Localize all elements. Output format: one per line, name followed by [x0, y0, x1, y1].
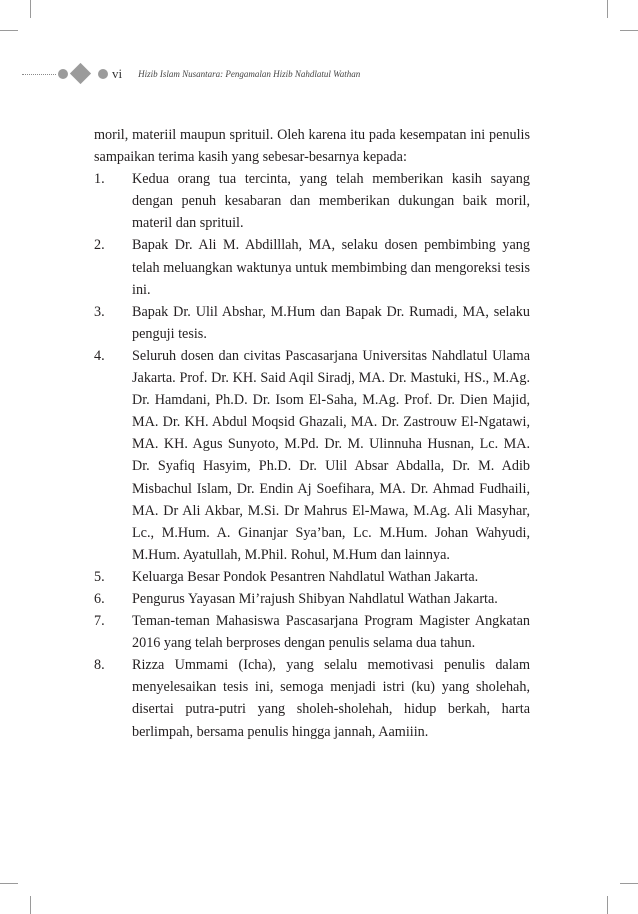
crop-mark-top-left [30, 0, 31, 18]
page-body [94, 124, 530, 743]
list-item-text: Pengurus Yayasan Mi’rajush Shibyan Nahdlatul Wathan Jakarta. [132, 590, 498, 607]
crop-mark-top-right [607, 0, 608, 18]
list-item-text: Bapak Dr. Ali M. Abdilllah, MA, selaku dosen pembimbing yang telah meluangkan waktunya untuk membimbing dan mengoreksi tesis ini. [132, 237, 530, 298]
list-item [94, 588, 530, 610]
list-item [94, 610, 530, 654]
list-item [94, 301, 530, 345]
crop-mark-bottom-right [607, 896, 608, 914]
list-item-text: Rizza Ummami (Icha), yang selalu memotivasi penulis dalam menyelesaikan tesis ini, semoga menjadi istri (ku) yang sholehah, disertai putra-putri yang sholeh-sholehah, hidup berkah, harta berlimpah, bersama penulis hingga jannah, Aamiiin. [132, 657, 530, 740]
list-item-text: Kedua orang tua tercinta, yang telah memberikan kasih sayang dengan penuh kesabaran dan memberikan dukungan baik moril, materil dan sprituil. [132, 171, 530, 232]
acknowledgement-list [94, 168, 530, 742]
crop-mark-bottom-left-h [0, 883, 18, 884]
list-item [94, 345, 530, 566]
list-item-text: Seluruh dosen dan civitas Pascasarjana Universitas Nahdlatul Ulama Jakarta. Prof. Dr. KH. Said Aqil Siradj, MA. Dr. Mastuki, HS., M.Ag. Dr. Hamdani, Ph.D. Dr. Isom El-Saha, M.Ag. Prof. Dr. Dien Majid, MA. Dr. KH. Abdul Moqsid Ghazali, MA. Dr. Zastrouw El-Ngatawi, MA. KH. Agus Sunyoto, M.Pd. Dr. M. Ulinnuha Husnan, Lc. MA. Dr. Syafiq Hasyim, Ph.D. Dr. Ulil Absar Abdalla, Dr. M. Adib Misbachul Islam, Dr. Endin Aj Soefihara, MA. Dr. Ahmad Fudhaili, MA. Dr Ali Akbar, M.Si. Dr Mahrus El-Mawa, M.Ag. Ali Masyhar, Lc., M.Hum. A. Ginanjar Sya’ban, Lc. M.Hum. Johan Wahyudi, M.Hum. Ayatullah, M.Phil. Rohul, M.Hum dan lainnya. [132, 347, 530, 563]
running-title: Hizib Islam Nusantara: Pengamalan Hizib Nahdlatul Wathan [138, 69, 361, 79]
list-item-number: 7. [94, 613, 105, 630]
list-item-number: 5. [94, 568, 105, 585]
list-item-text: Bapak Dr. Ulil Abshar, M.Hum dan Bapak Dr. Rumadi, MA, selaku penguji tesis. [132, 303, 530, 342]
page-number: vi [112, 66, 123, 81]
list-item-number: 6. [94, 590, 105, 607]
list-item-text: Teman-teman Mahasiswa Pascasarjana Program Magister Angkatan 2016 yang telah berproses dengan penulis selama dua tahun. [132, 613, 530, 652]
list-item [94, 566, 530, 588]
list-item [94, 654, 530, 742]
crop-mark-bottom-left [30, 896, 31, 914]
header-dotted-rule [22, 74, 56, 75]
list-item-text: Keluarga Besar Pondok Pesantren Nahdlatul Wathan Jakarta. [132, 568, 479, 585]
list-item-number: 8. [94, 657, 105, 674]
list-item-number: 1. [94, 171, 105, 188]
list-item-number: 4. [94, 347, 105, 364]
crop-mark-top-right-h [620, 30, 638, 31]
list-item-number: 2. [94, 237, 105, 254]
page-header [22, 64, 360, 84]
list-item-number: 3. [94, 303, 105, 320]
header-ornament-icon [58, 64, 110, 84]
crop-mark-top-left-h [0, 30, 18, 31]
intro-paragraph: moril, materiil maupun sprituil. Oleh karena itu pada kesempatan ini penulis sampaikan terima kasih yang sebesar-besarnya kepada: [94, 127, 530, 166]
crop-mark-bottom-right-h [620, 883, 638, 884]
list-item [94, 168, 530, 234]
list-item [94, 234, 530, 300]
